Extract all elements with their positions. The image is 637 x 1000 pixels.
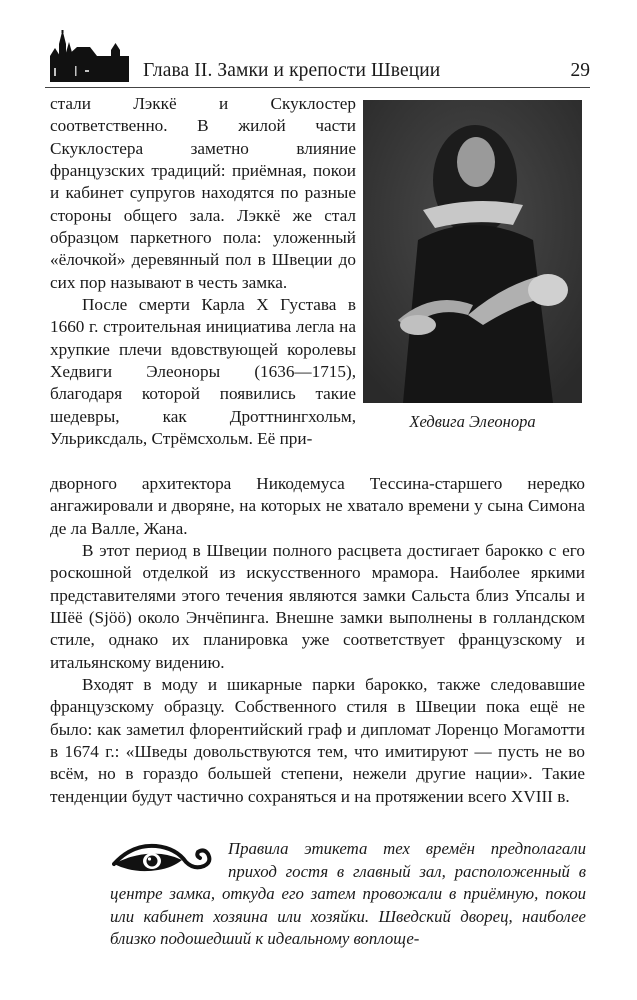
header-rule: [45, 87, 590, 88]
paragraph: стали Лэккё и Скуклостер соответственно. В жилой части Скуклостера заметно влияние французских традиций: приёмная, покои и кабинет супругов находятся по разные стороны общего зала. Лэккё же стал образцом паркетного пола: уложенный «ёлочкой» деревянный пол в Швеции до сих пор называют в честь замка.: [50, 94, 356, 292]
castle-silhouette-icon: [45, 30, 129, 82]
portrait-illustration: [363, 100, 582, 403]
paragraph: В этот период в Швеции полного расцвета достигает барокко с его роскошной отделкой из искусственного мрамора. Наиболее яркими представителями этого течения являются замки Сальста близ Упсалы и Шёё (Sjöö) около Энчёпинга. Внешне замки выполнены в голландском стиле, однако их планировка уже соответствует французскому и итальянскому видению.: [50, 541, 585, 672]
icon-spacer: [110, 838, 228, 878]
paragraph: Входят в моду и шикарные парки барокко, также следовавшие французскому образцу. Собственного стиля в Швеции пока ещё не было: как заметил флорентийский граф и дипломат Лоренцо Могамотти в 1674 г.: «Шведы довольствуются тем, что имитируют — пусть не во всём, но в гораздо большей степени, нежели другие нации». Такие тенденции будут частично сохраняться и на протяжении всего XVIII в.: [50, 675, 585, 806]
full-width-text: [50, 473, 585, 808]
chapter-title: Глава II. Замки и крепости Швеции: [143, 60, 441, 81]
sidebar-note: [110, 838, 586, 951]
portrait-image: [363, 100, 582, 403]
running-header: [45, 30, 590, 90]
page-number: 29: [570, 60, 590, 81]
paragraph: дворного архитектора Никодемуса Тессина-старшего нередко ангажировали и дворяне, на которых не хватало времени у сына Симона де ла Валле, Жана.: [50, 474, 585, 538]
figure-caption: Хедвига Элеонора: [409, 412, 536, 431]
paragraph: После смерти Карла X Густава в 1660 г. строительная инициатива легла на хрупкие плечи вдовствующей королевы Хедвиги Элеоноры (1636—1715), благодаря которой появились такие шедевры, как Дроттнингхольм, Ульриксдаль, Стрёмсхольм. Её при-: [50, 295, 356, 449]
column-text: [50, 93, 356, 451]
note-text: Правила этикета тех времён предполагали приход гостя в главный зал, расположенный в центре замка, откуда его затем провожали в приёмную, покои или кабинет хозяина или хозяйки. Шведский дворец, наиболее близко подошедший к идеальному воплоще-: [110, 839, 586, 948]
